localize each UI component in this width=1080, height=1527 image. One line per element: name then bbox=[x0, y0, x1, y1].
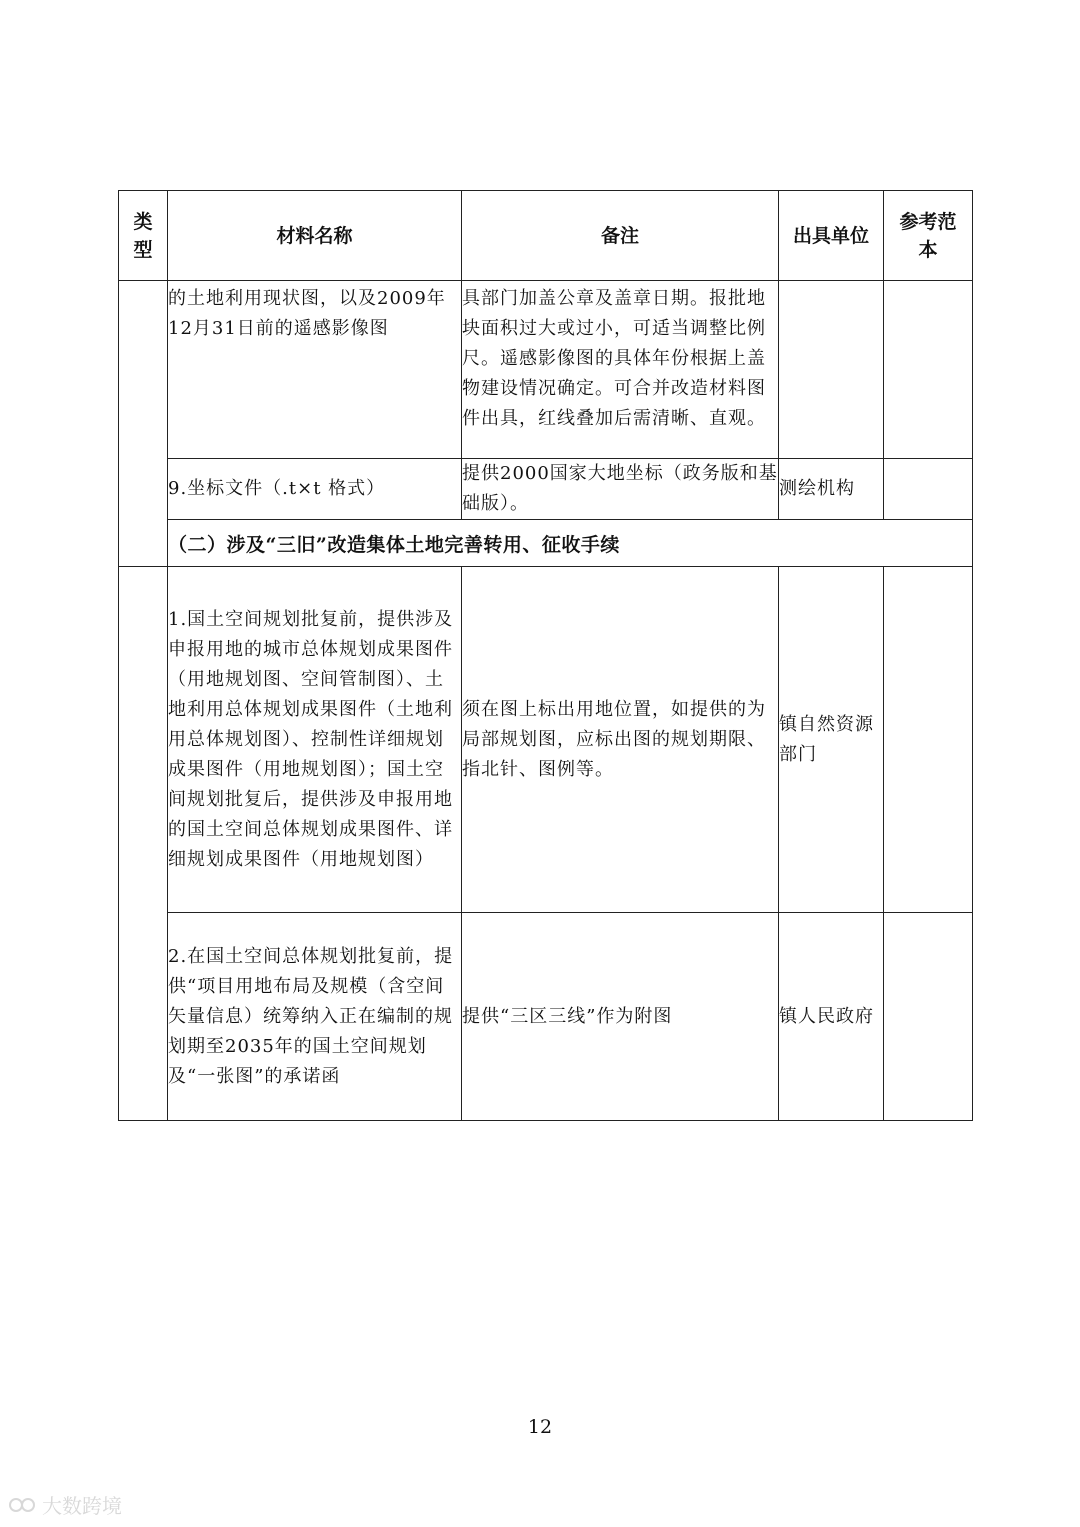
remark-cell: 提供2000国家大地坐标（政务版和基础版）。 bbox=[462, 459, 779, 520]
header-remark-label: 备注 bbox=[600, 224, 639, 247]
page-number: 12 bbox=[527, 1416, 553, 1438]
issuer-cell: 测绘机构 bbox=[779, 459, 884, 520]
type-cell bbox=[119, 281, 168, 567]
header-remark bbox=[462, 191, 779, 281]
watermark-logo-icon bbox=[8, 1495, 38, 1515]
reference-cell bbox=[884, 913, 973, 1121]
header-type bbox=[119, 191, 168, 281]
table-row bbox=[119, 913, 973, 1121]
section-title: （二）涉及“三旧”改造集体土地完善转用、征收手续 bbox=[168, 520, 973, 567]
issuer-cell: 镇人民政府 bbox=[779, 913, 884, 1121]
table-row bbox=[119, 459, 973, 520]
reference-cell bbox=[884, 459, 973, 520]
table-row bbox=[119, 567, 973, 913]
header-row bbox=[119, 191, 973, 281]
material-cell: 的土地利用现状图，以及2009年12月31日前的遥感影像图 bbox=[168, 281, 462, 459]
table-row bbox=[119, 281, 973, 459]
header-type-label: 类 型 bbox=[133, 210, 153, 261]
header-reference bbox=[884, 191, 973, 281]
header-material bbox=[168, 191, 462, 281]
materials-table bbox=[118, 190, 973, 1121]
watermark bbox=[8, 1490, 122, 1519]
header-reference-label: 参考范 本 bbox=[899, 210, 957, 261]
issuer-cell: 镇自然资源部门 bbox=[779, 567, 884, 913]
section-row bbox=[119, 520, 973, 567]
reference-cell bbox=[884, 567, 973, 913]
header-issuer-label: 出具单位 bbox=[792, 224, 869, 247]
reference-cell bbox=[884, 281, 973, 459]
remark-cell: 具部门加盖公章及盖章日期。报批地块面积过大或过小，可适当调整比例尺。遥感影像图的具体年份根据上盖物建设情况确定。可合并改造材料图件出具，红线叠加后需清晰、直观。 bbox=[462, 281, 779, 459]
watermark-text: 大数跨境 bbox=[42, 1494, 122, 1518]
header-material-label: 材料名称 bbox=[276, 224, 353, 247]
material-cell: 1.国土空间规划批复前，提供涉及申报用地的城市总体规划成果图件（用地规划图、空间管制图）、土地利用总体规划成果图件（土地利用总体规划图）、控制性详细规划成果图件（用地规划图）；国土空间规划批复后，提供涉及申报用地的国土空间总体规划成果图件、详细规划成果图件（用地规划图） bbox=[168, 567, 462, 913]
material-cell: 2.在国土空间总体规划批复前，提供“项目用地布局及规模（含空间矢量信息）统筹纳入正在编制的规划期至2035年的国土空间规划及“一张图”的承诺函 bbox=[168, 913, 462, 1121]
issuer-cell bbox=[779, 281, 884, 459]
type-cell bbox=[119, 567, 168, 1121]
remark-cell: 提供“三区三线”作为附图 bbox=[462, 913, 779, 1121]
material-cell: 9.坐标文件（.t×t 格式） bbox=[168, 459, 462, 520]
header-issuer bbox=[779, 191, 884, 281]
remark-cell: 须在图上标出用地位置，如提供的为局部规划图，应标出图的规划期限、指北针、图例等。 bbox=[462, 567, 779, 913]
